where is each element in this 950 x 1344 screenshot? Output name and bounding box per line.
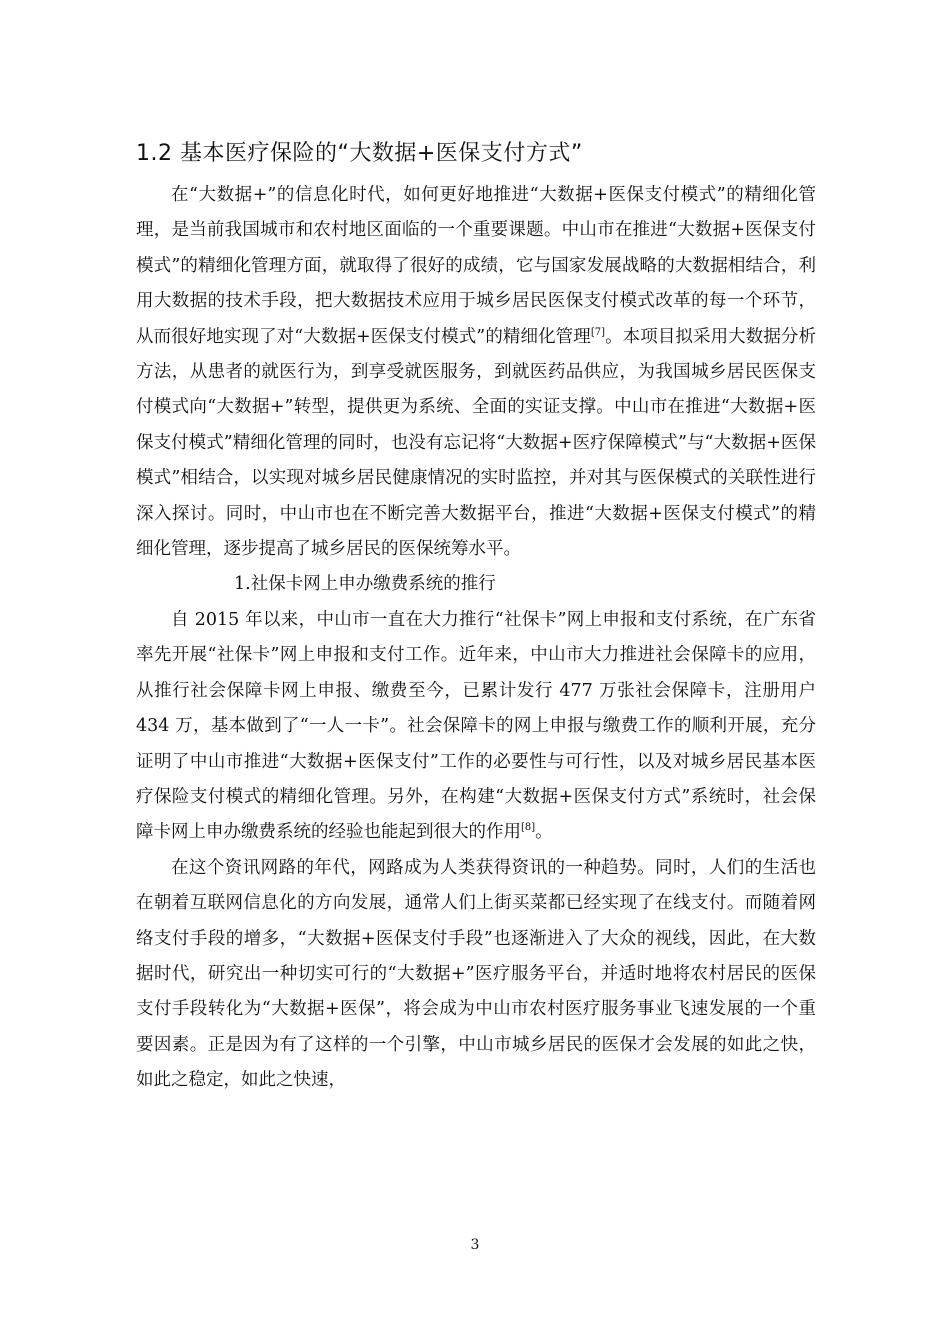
citation-7: [7] (590, 326, 605, 338)
paragraph-1 (136, 178, 816, 567)
paragraph-3: 在这个资讯网路的年代，网路成为人类获得资讯的一种趋势。同时，人们的生活也在朝着互联网信息化的方向发展，通常人们上街买菜都已经实现了在线支付。而随着网络支付手段的增多，“大数据+医保支付手段”也逐渐进入了大众的视线，因此，在大数据时代，研究出一种切实可行的“大数据+”医疗服务平台，并适时地将农村居民的医保支付手段转化为“大数据+医保”，将会成为中山市农村医疗服务事业飞速发展的一个重要因素。正是因为有了这样的一个引擎，中山市城乡居民的医保才会发展的如此之快，如此之稳定，如此之快速， (136, 857, 816, 1091)
paragraph-1-text-a: 在“大数据+”的信息化时代，如何更好地推进“大数据+医保支付模式”的精细化管理，是当前我国城市和农村地区面临的一个重要课题。中山市在推进“大数据+医保支付模式”的精细化管理方面，就取得了很好的成绩，它与国家发展战略的大数据相结合，利用大数据的技术手段，把大数据技术应用于城乡居民医保支付模式改革的每一个环节，从而很好地实现了对“大数据+医保支付模式”的精细化管理 (136, 185, 816, 347)
paragraph-2 (136, 603, 816, 851)
subheading-1: 1.社保卡网上申办缴费系统的推行 (234, 574, 496, 595)
body-text (136, 178, 816, 1099)
citation-8: [8] (521, 822, 536, 834)
section-heading: 1.2 基本医疗保险的“大数据+医保支付方式” (136, 141, 583, 166)
paragraph-1-text-b: 。本项目拟采用大数据分析方法，从患者的就医行为，到享受就医服务，到就医药品供应，为我国城乡居民医保支付模式向“大数据+”转型，提供更为系统、全面的实证支撑。中山市在推进“大数据+医保支付模式”精细化管理的同时，也没有忘记将“大数据+医疗保障模式”与“大数据+医保模式”相结合，以实现对城乡居民健康情况的实时监控，并对其与医保模式的关联性进行深入探讨。同时，中山市也在不断完善大数据平台，推进“大数据+医保支付模式”的精细化管理，逐步提高了城乡居民的医保统筹水平。 (136, 326, 817, 560)
paragraph-2-text-b: 。 (535, 822, 553, 843)
paragraph-2-text-a: 自 2015 年以来，中山市一直在大力推行“社保卡”网上申报和支付系统，在广东省率先开展“社保卡”网上申报和支付工作。近年来，中山市大力推进社会保障卡的应用，从推行社会保障卡网上申报、缴费至今，已累计发行 477 万张社会保障卡，注册用户 434 万，基本做到了“一人一卡”。社会保障卡的网上申报与缴费工作的顺利开展，充分证明了中山市推进“大数据+医保支付”工作的必要性与可行性，以及对城乡居民基本医疗保险支付模式的精细化管理。另外，在构建“大数据+医保支付方式”系统时，社会保障卡网上申办缴费系统的经验也能起到很大的作用 (136, 609, 816, 843)
page-number: 3 (470, 1237, 480, 1253)
